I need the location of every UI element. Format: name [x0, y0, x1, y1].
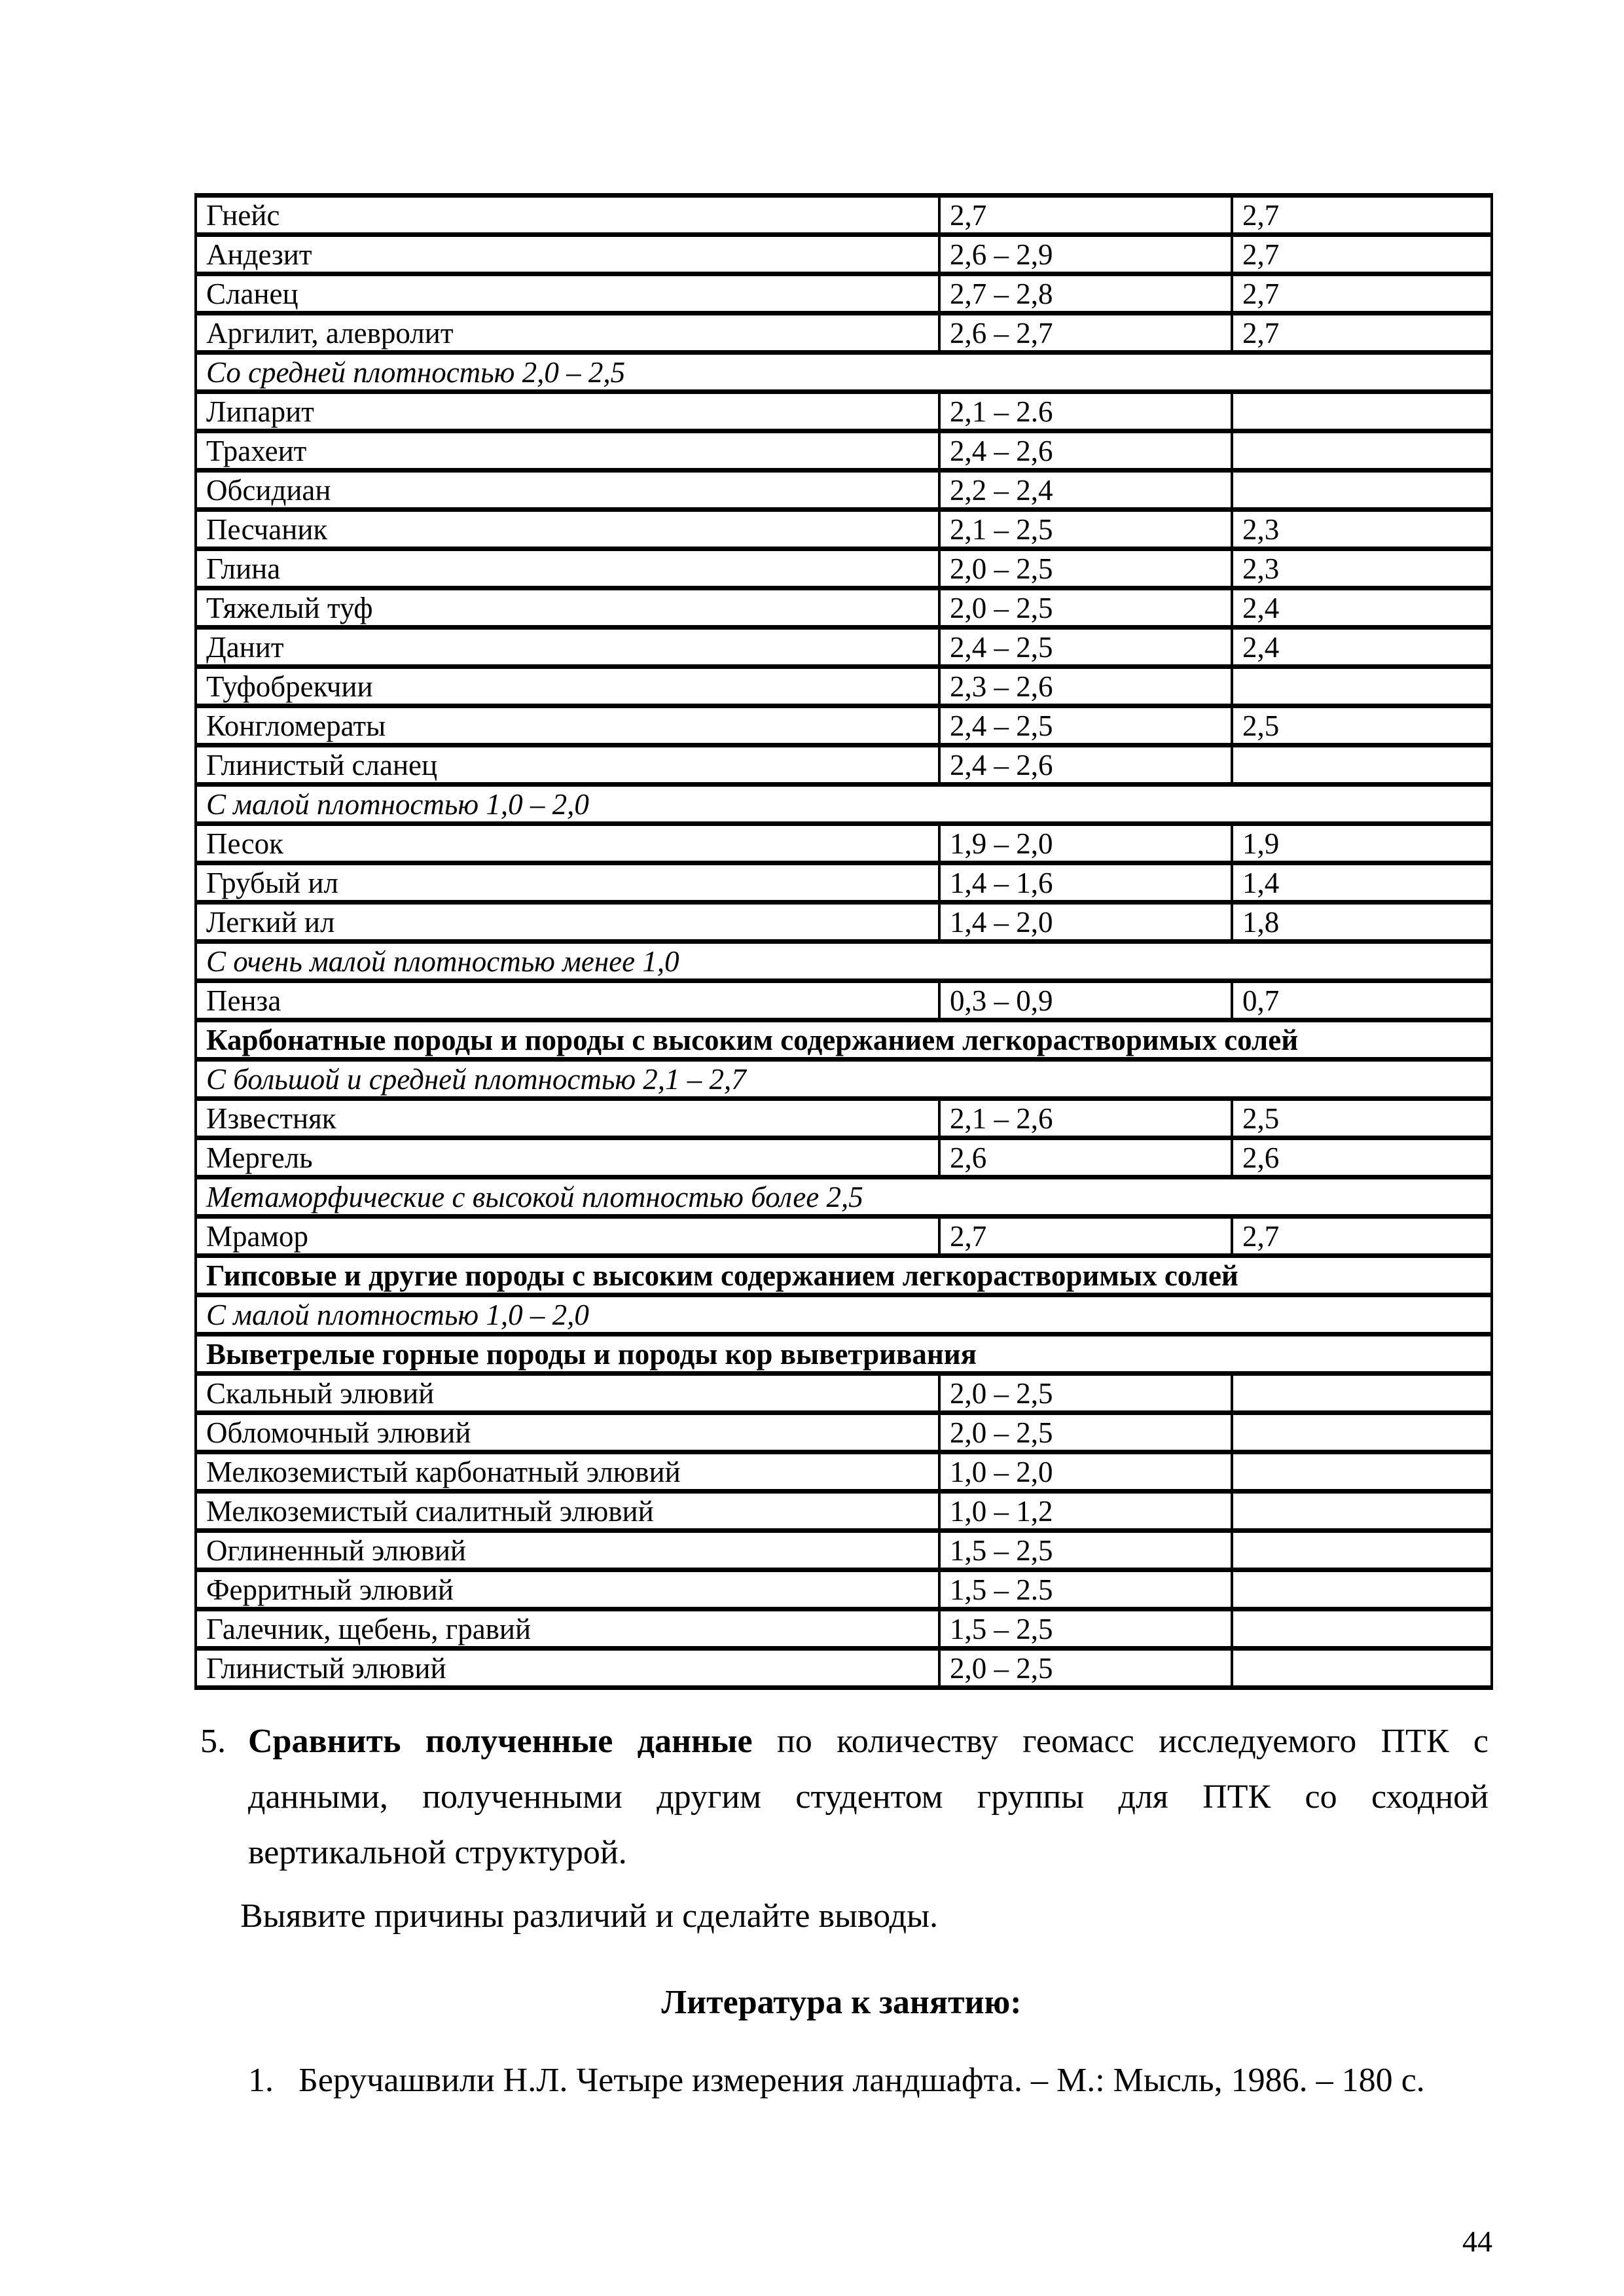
density-range-cell: 1,9 – 2,0	[939, 824, 1232, 863]
rock-name-cell: Конгломераты	[196, 706, 939, 745]
table-row	[196, 1060, 1492, 1099]
density-avg-cell: 1,8	[1232, 903, 1492, 942]
density-range-cell: 1,0 – 2,0	[939, 1452, 1232, 1492]
density-avg-cell: 2,4	[1232, 628, 1492, 667]
rock-name-cell: Пенза	[196, 981, 939, 1020]
table-row	[196, 471, 1492, 510]
density-range-cell: 2,1 – 2,6	[939, 1099, 1232, 1138]
density-avg-cell: 2,7	[1232, 274, 1492, 314]
density-avg-cell: 2,5	[1232, 1099, 1492, 1138]
density-avg-cell: 2,6	[1232, 1138, 1492, 1177]
density-avg-cell: 2,7	[1232, 1217, 1492, 1256]
rock-name-cell: Галечник, щебень, гравий	[196, 1609, 939, 1649]
density-avg-cell	[1232, 1374, 1492, 1413]
rock-name-cell: Липарит	[196, 392, 939, 431]
density-range-cell: 1,4 – 1,6	[939, 863, 1232, 903]
rock-name-cell: Обсидиан	[196, 471, 939, 510]
rock-name-cell: Легкий ил	[196, 903, 939, 942]
density-range-cell: 2,4 – 2,6	[939, 431, 1232, 471]
rock-name-cell: Песчаник	[196, 510, 939, 549]
density-range-cell: 2,4 – 2,6	[939, 745, 1232, 785]
density-avg-cell	[1232, 1570, 1492, 1609]
category-header-cell: Карбонатные породы и породы с высоким содержанием легкорастворимых солей	[196, 1020, 1492, 1060]
rock-name-cell: Трахеит	[196, 431, 939, 471]
table-row	[196, 196, 1492, 235]
table-row	[196, 588, 1492, 628]
density-range-cell: 1,5 – 2.5	[939, 1570, 1232, 1609]
table-row	[196, 1570, 1492, 1609]
table-row	[196, 392, 1492, 431]
density-range-cell: 2,0 – 2,5	[939, 588, 1232, 628]
density-avg-cell: 0,7	[1232, 981, 1492, 1020]
density-range-cell: 2,0 – 2,5	[939, 549, 1232, 588]
density-avg-cell	[1232, 1452, 1492, 1492]
density-avg-cell: 1,9	[1232, 824, 1492, 863]
density-avg-cell: 2,4	[1232, 588, 1492, 628]
rock-name-cell: Оглиненный элювий	[196, 1531, 939, 1570]
rock-name-cell: Мергель	[196, 1138, 939, 1177]
density-range-cell: 2,6 – 2,9	[939, 235, 1232, 274]
density-range-cell: 2,0 – 2,5	[939, 1374, 1232, 1413]
density-avg-cell: 2,3	[1232, 510, 1492, 549]
density-range-cell: 2,0 – 2,5	[939, 1649, 1232, 1688]
table-row	[196, 942, 1492, 981]
subcategory-header-cell: Метаморфические с высокой плотностью более 2,5	[196, 1177, 1492, 1217]
rock-name-cell: Мелкоземистый карбонатный элювий	[196, 1452, 939, 1492]
table-row	[196, 1295, 1492, 1335]
table-row	[196, 431, 1492, 471]
table-row	[196, 549, 1492, 588]
table-row	[196, 274, 1492, 314]
density-avg-cell: 2,5	[1232, 706, 1492, 745]
density-avg-cell	[1232, 745, 1492, 785]
density-range-cell: 2,7 – 2,8	[939, 274, 1232, 314]
table-row	[196, 510, 1492, 549]
table-row	[196, 745, 1492, 785]
table-row	[196, 824, 1492, 863]
density-range-cell: 1,0 – 1,2	[939, 1492, 1232, 1531]
density-range-cell: 2,2 – 2,4	[939, 471, 1232, 510]
table-row	[196, 1413, 1492, 1452]
density-range-cell: 2,1 – 2,5	[939, 510, 1232, 549]
task-followup-line: Выявите причины различий и сделайте выводы.	[240, 1897, 939, 1935]
literature-item-text: Беручашвили Н.Л. Четыре измерения ландшафта. – М.: Мысль, 1986. – 180 с.	[298, 2062, 1425, 2099]
density-range-cell: 2,7	[939, 1217, 1232, 1256]
task-lead-rest: по количеству геомасс исследуемого ПТК с данными, полученными другим студентом группы для ПТК со сходной вертикальной структурой.	[248, 1723, 1489, 1871]
density-avg-cell	[1232, 392, 1492, 431]
rock-name-cell: Гнейс	[196, 196, 939, 235]
literature-item	[194, 2055, 1489, 2106]
density-avg-cell: 2,7	[1232, 314, 1492, 353]
subcategory-header-cell: С малой плотностью 1,0 – 2,0	[196, 1295, 1492, 1335]
table-row	[196, 981, 1492, 1020]
density-range-cell: 2,4 – 2,5	[939, 706, 1232, 745]
page-number: 44	[1462, 2225, 1492, 2258]
rock-name-cell: Андезит	[196, 235, 939, 274]
task-paragraph	[194, 1713, 1489, 1880]
rock-name-cell: Глинистый элювий	[196, 1649, 939, 1688]
rock-name-cell: Песок	[196, 824, 939, 863]
rock-name-cell: Сланец	[196, 274, 939, 314]
rock-name-cell: Ферритный элювий	[196, 1570, 939, 1609]
table-row	[196, 1217, 1492, 1256]
table-row	[196, 863, 1492, 903]
table-row	[196, 903, 1492, 942]
table-row	[196, 1452, 1492, 1492]
category-header-cell: Гипсовые и другие породы с высоким содержанием легкорастворимых солей	[196, 1256, 1492, 1295]
subcategory-header-cell: С большой и средней плотностью 2,1 – 2,7	[196, 1060, 1492, 1099]
subcategory-header-cell: С очень малой плотностью менее 1,0	[196, 942, 1492, 981]
table-row	[196, 1138, 1492, 1177]
density-avg-cell	[1232, 667, 1492, 706]
subcategory-header-cell: Со средней плотностью 2,0 – 2,5	[196, 353, 1492, 392]
table-row	[196, 1374, 1492, 1413]
density-range-cell: 1,4 – 2,0	[939, 903, 1232, 942]
rock-name-cell: Известняк	[196, 1099, 939, 1138]
rock-name-cell: Глинистый сланец	[196, 745, 939, 785]
list-number: 5.	[200, 1723, 226, 1760]
density-avg-cell	[1232, 1649, 1492, 1688]
rock-name-cell: Скальный элювий	[196, 1374, 939, 1413]
density-avg-cell	[1232, 1531, 1492, 1570]
table-row	[196, 353, 1492, 392]
table-row	[196, 1492, 1492, 1531]
density-avg-cell: 2,7	[1232, 196, 1492, 235]
literature-heading: Литература к занятию:	[661, 1984, 1022, 2021]
density-range-cell: 2,0 – 2,5	[939, 1413, 1232, 1452]
task-lead-bold: Сравнить полученные данные	[248, 1723, 753, 1760]
rock-name-cell: Грубый ил	[196, 863, 939, 903]
category-header-cell: Выветрелые горные породы и породы кор выветривания	[196, 1335, 1492, 1374]
subcategory-header-cell: С малой плотностью 1,0 – 2,0	[196, 785, 1492, 824]
rock-name-cell: Тяжелый туф	[196, 588, 939, 628]
rock-name-cell: Мрамор	[196, 1217, 939, 1256]
density-avg-cell	[1232, 1413, 1492, 1452]
rock-name-cell: Данит	[196, 628, 939, 667]
rock-name-cell: Туфобрекчии	[196, 667, 939, 706]
density-avg-cell	[1232, 471, 1492, 510]
density-range-cell: 0,3 – 0,9	[939, 981, 1232, 1020]
table-row	[196, 1531, 1492, 1570]
rock-name-cell: Обломочный элювий	[196, 1413, 939, 1452]
density-avg-cell	[1232, 431, 1492, 471]
table-row	[196, 628, 1492, 667]
density-range-cell: 2,3 – 2,6	[939, 667, 1232, 706]
rock-name-cell: Аргилит, алевролит	[196, 314, 939, 353]
density-avg-cell: 2,7	[1232, 235, 1492, 274]
density-avg-cell: 1,4	[1232, 863, 1492, 903]
density-range-cell: 2,7	[939, 196, 1232, 235]
table-row	[196, 785, 1492, 824]
table-row	[196, 235, 1492, 274]
table-row	[196, 1256, 1492, 1295]
table-row	[196, 1609, 1492, 1649]
table-row	[196, 1020, 1492, 1060]
density-table-body	[196, 196, 1492, 1688]
density-avg-cell	[1232, 1492, 1492, 1531]
density-avg-cell: 2,3	[1232, 549, 1492, 588]
density-range-cell: 2,1 – 2.6	[939, 392, 1232, 431]
table-row	[196, 706, 1492, 745]
density-range-cell: 2,6	[939, 1138, 1232, 1177]
task-item-5	[194, 1713, 1489, 1944]
rock-name-cell: Мелкоземистый сиалитный элювий	[196, 1492, 939, 1531]
table-row	[196, 314, 1492, 353]
density-range-cell: 1,5 – 2,5	[939, 1609, 1232, 1649]
table-row	[196, 1177, 1492, 1217]
density-range-cell: 2,6 – 2,7	[939, 314, 1232, 353]
density-avg-cell	[1232, 1609, 1492, 1649]
density-range-cell: 1,5 – 2,5	[939, 1531, 1232, 1570]
rock-name-cell: Глина	[196, 549, 939, 588]
density-range-cell: 2,4 – 2,5	[939, 628, 1232, 667]
rock-density-table	[194, 193, 1493, 1690]
table-row	[196, 1099, 1492, 1138]
table-row	[196, 1335, 1492, 1374]
list-number: 1.	[248, 2062, 274, 2099]
table-row	[196, 667, 1492, 706]
table-row	[196, 1649, 1492, 1688]
